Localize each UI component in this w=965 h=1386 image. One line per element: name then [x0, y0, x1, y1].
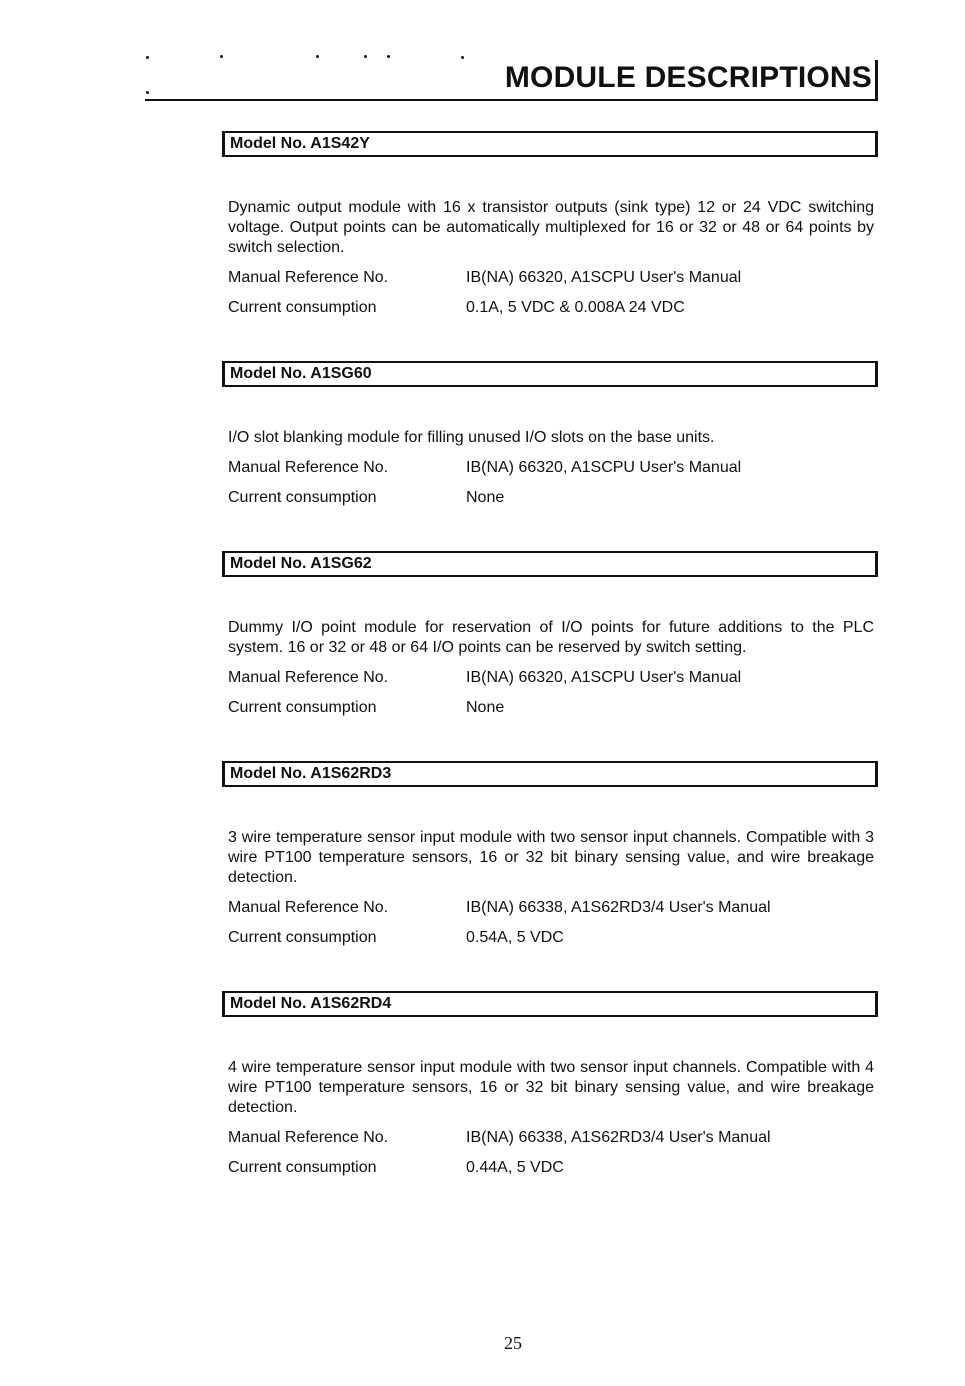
current-consumption-value: None — [466, 489, 505, 506]
current-consumption-label: Current consumption — [228, 699, 377, 716]
current-consumption-value: None — [466, 699, 505, 716]
manual-reference-row — [228, 898, 878, 928]
page-number: 25 — [504, 1333, 522, 1353]
module-description: 4 wire temperature sensor input module with two sensor input channels. Compatible with 4 wire PT100 temperature sensors, 16 or 32 bit binary sensing value, and wire breakage detection. — [228, 1059, 874, 1116]
model-heading: Model No. A1SG62 — [222, 551, 878, 577]
current-consumption-row — [228, 1158, 878, 1188]
scan-dot — [387, 55, 390, 58]
manual-reference-value: IB(NA) 66338, A1S62RD3/4 User's Manual — [466, 1129, 771, 1146]
module-section-a1s42y — [222, 131, 878, 328]
scan-dot — [364, 55, 367, 58]
manual-reference-label: Manual Reference No. — [228, 899, 389, 916]
model-heading: Model No. A1S62RD3 — [222, 761, 878, 787]
current-consumption-value: 0.1A, 5 VDC & 0.008A 24 VDC — [466, 299, 685, 316]
module-description: 3 wire temperature sensor input module with two sensor input channels. Compatible with 3 wire PT100 temperature sensors, 16 or 32 bit binary sensing value, and wire breakage detection. — [228, 829, 874, 886]
header-rule-end — [875, 60, 878, 101]
scan-dot — [146, 56, 149, 59]
manual-reference-label: Manual Reference No. — [228, 459, 389, 476]
current-consumption-value: 0.44A, 5 VDC — [466, 1159, 564, 1176]
header-rule — [145, 99, 878, 101]
module-description: I/O slot blanking module for filling unused I/O slots on the base units. — [228, 429, 715, 446]
model-heading: Model No. A1S42Y — [222, 131, 878, 157]
scan-dot — [220, 55, 223, 58]
module-section-a1sg60 — [222, 361, 878, 518]
scan-dot — [316, 55, 319, 58]
module-description: Dynamic output module with 16 x transistor outputs (sink type) 12 or 24 VDC switching voltage. Output points can be automatically multiplexed for 16 or 32 or 48 or 64 points by switch selection. — [228, 199, 874, 256]
manual-reference-label: Manual Reference No. — [228, 1129, 389, 1146]
manual-reference-value: IB(NA) 66320, A1SCPU User's Manual — [466, 459, 742, 476]
manual-reference-value: IB(NA) 66320, A1SCPU User's Manual — [466, 669, 742, 686]
manual-reference-value: IB(NA) 66338, A1S62RD3/4 User's Manual — [466, 899, 771, 916]
current-consumption-row — [228, 928, 878, 958]
current-consumption-value: 0.54A, 5 VDC — [466, 929, 564, 946]
manual-reference-label: Manual Reference No. — [228, 669, 389, 686]
current-consumption-label: Current consumption — [228, 489, 377, 506]
manual-reference-row — [228, 1128, 878, 1158]
module-section-a1sg62 — [222, 551, 878, 728]
current-consumption-row — [228, 488, 878, 518]
module-section-a1s62rd3 — [222, 761, 878, 958]
current-consumption-row — [228, 298, 878, 328]
module-section-a1s62rd4 — [222, 991, 878, 1188]
manual-reference-row — [228, 668, 878, 698]
current-consumption-label: Current consumption — [228, 1159, 377, 1176]
manual-reference-label: Manual Reference No. — [228, 269, 389, 286]
manual-reference-value: IB(NA) 66320, A1SCPU User's Manual — [466, 269, 742, 286]
scan-dot — [146, 91, 149, 94]
manual-reference-row — [228, 458, 878, 488]
page-title: MODULE DESCRIPTIONS — [504, 61, 872, 94]
module-description: Dummy I/O point module for reservation of I/O points for future additions to the PLC system. 16 or 32 or 48 or 64 I/O points can be reserved by switch setting. — [228, 619, 874, 656]
current-consumption-row — [228, 698, 878, 728]
model-heading: Model No. A1SG60 — [222, 361, 878, 387]
manual-reference-row — [228, 268, 878, 298]
current-consumption-label: Current consumption — [228, 929, 377, 946]
model-heading: Model No. A1S62RD4 — [222, 991, 878, 1017]
current-consumption-label: Current consumption — [228, 299, 377, 316]
